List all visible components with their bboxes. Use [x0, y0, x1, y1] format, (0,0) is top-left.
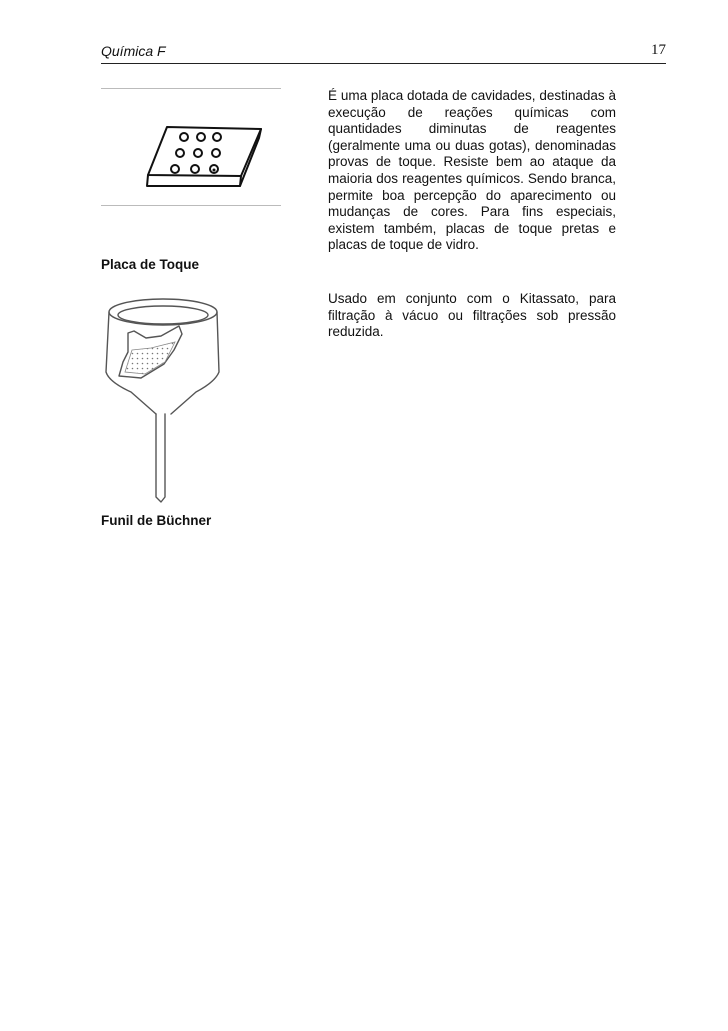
caption-placa-de-toque: Placa de Toque	[101, 257, 200, 272]
page-header	[101, 41, 666, 64]
header-title: Química F	[101, 43, 166, 59]
description-placa-de-toque: É uma placa dotada de cavidades, destinadas à execução de reações químicas com quantidades diminutas de reagentes (geralmente uma ou duas gotas), denominadas provas de toque. Resiste bem ao ataque da maioria dos reagentes químicos. Sendo branca, permite boa percepção do aparecimento ou mudanças de cores. Para fins especiais, existem também, placas de toque pretas e placas de toque de vidro.	[328, 88, 616, 253]
figure-bottom-rule	[101, 205, 281, 206]
page-number: 17	[651, 42, 666, 58]
description-funil-de-buchner: Usado em conjunto com o Kitassato, para filtração à vácuo ou filtrações sob pressão reduzida.	[328, 291, 616, 340]
spot-plate-illustration	[101, 92, 291, 202]
figure-top-rule	[101, 88, 281, 89]
buchner-funnel-illustration	[101, 292, 241, 507]
caption-funil-de-buchner: Funil de Büchner	[101, 513, 212, 528]
